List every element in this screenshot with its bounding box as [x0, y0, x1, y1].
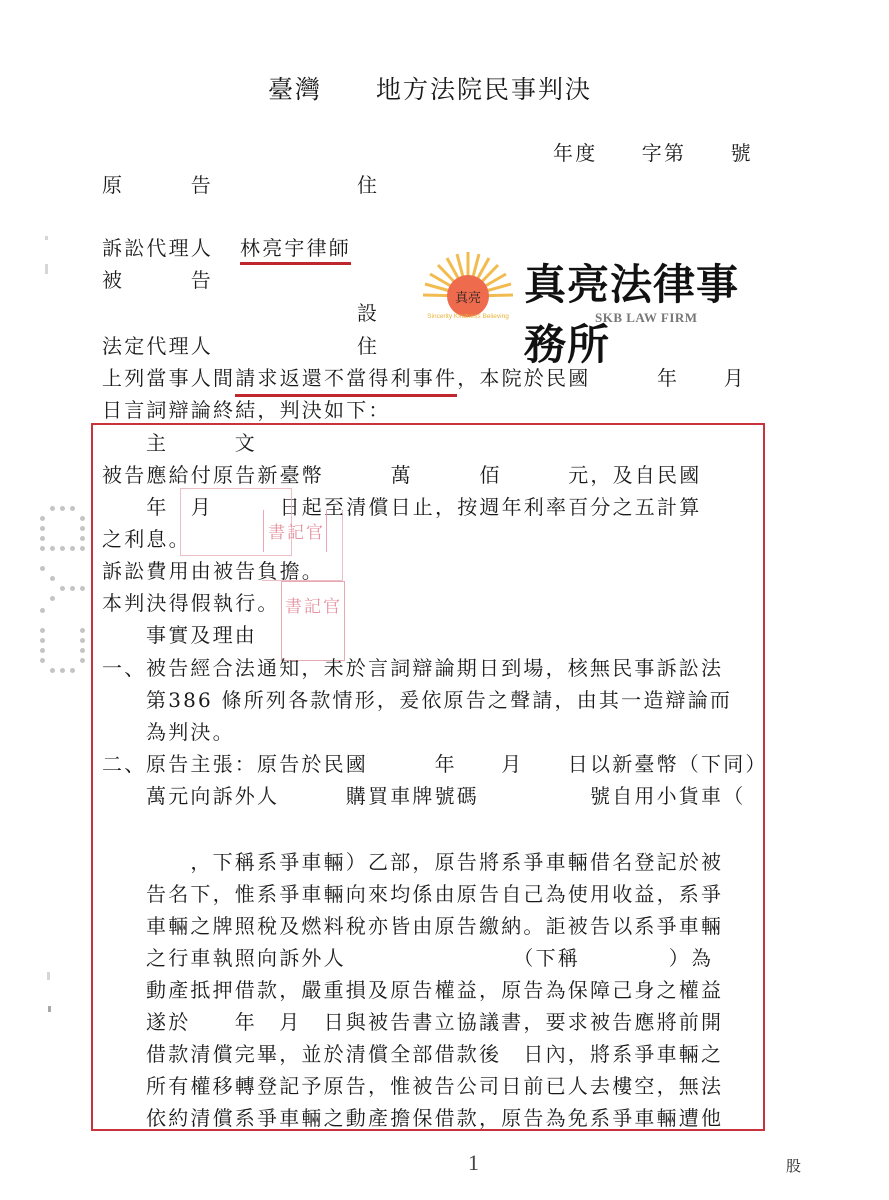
scan-mark [48, 1006, 51, 1012]
intro-suffix: ，本院於民國 年 月 [457, 366, 746, 390]
clerk-stamp: 書記官 [281, 581, 345, 661]
facts-line: 原告主張：原告於民國 年 月 日以新臺幣（下同） [146, 752, 768, 776]
scan-mark [47, 972, 50, 980]
facts-line: 告名下，惟系爭車輛向來均係由原告自己為使用收益，系爭 [146, 882, 724, 906]
facts-line: ，下稱系爭車輛）乙部，原告將系爭車輛借名登記於被 [146, 850, 724, 874]
facts-line: 萬元向訴外人 購買車牌號碼 號自用小貨車（ [146, 784, 746, 808]
legal-representative-address-label: 住 [357, 334, 380, 358]
facts-line: 所有權移轉登記予原告，惟被告公司日前已人去樓空，無法 [146, 1074, 724, 1098]
item-marker: 一、 [102, 656, 147, 680]
scan-mark [45, 264, 48, 274]
defendant-address-label: 設 [357, 301, 380, 325]
law-firm-logo [420, 250, 780, 369]
legal-representative-label: 法定代理人 [102, 334, 213, 358]
facts-heading: 事實及理由 [146, 623, 257, 647]
main-text-line: 之利息。 [102, 527, 191, 551]
svg-text:Sincerity Kindness Believing: Sincerity Kindness Believing [427, 313, 509, 320]
facts-line: 之行車執照向訴外人 （下稱 ）為 [146, 946, 714, 970]
intro-line-1 [102, 368, 746, 388]
page-number: 1 [468, 1150, 479, 1175]
svg-text:真亮: 真亮 [454, 291, 482, 306]
sun-seal-icon [420, 250, 516, 320]
law-firm-name-en: SKB LAW FIRM [595, 310, 698, 325]
margin-dot-marks [36, 500, 86, 680]
document-title: 臺灣 地方法院民事判決 [268, 75, 593, 104]
law-firm-name-cn: 真亮法律事務所 [524, 260, 740, 369]
plaintiff-label: 原 告 [102, 173, 213, 197]
defendant-label: 被 告 [102, 268, 213, 292]
facts-line: 第386 條所列各款情形，爰依原告之聲請，由其一造辯論而 [146, 688, 733, 712]
facts-line: 動產抵押借款，嚴重損及原告權益，原告為保障己身之權益 [146, 978, 724, 1002]
facts-line: 借款清償完畢，並於清償全部借款後 日內，將系爭車輛之 [146, 1042, 724, 1066]
attorney-label: 訴訟代理人 [102, 236, 213, 260]
intro-line-2: 日言詞辯論終結，判決如下： [102, 398, 391, 422]
intro-prefix: 上列當事人間 [102, 366, 236, 390]
main-text-heading: 主 文 [146, 431, 257, 455]
case-number-line: 年度 字第 號 [553, 141, 753, 165]
facts-line: 為判決。 [146, 720, 235, 744]
facts-line: 依約清償系爭車輛之動產擔保借款，原告為免系爭車輛遭他 [146, 1106, 724, 1130]
plaintiff-address-label: 住 [357, 173, 380, 197]
main-text-line: 本判決得假執行。 [102, 591, 280, 615]
scan-mark [45, 236, 48, 240]
main-text-line: 年 月 日起至清償日止，按週年利率百分之五計算 [102, 495, 702, 519]
attorney-name: 林亮宇律師 [240, 238, 351, 265]
clerk-stamp: 書記官 [263, 510, 327, 552]
main-text-line: 訴訟費用由被告負擔。 [102, 559, 324, 583]
facts-line: 被告經合法通知，未於言詞辯論期日到場，核無民事訴訟法 [146, 656, 724, 680]
main-text-line: 被告應給付原告新臺幣 萬 佰 元，及自民國 [102, 463, 702, 487]
item-marker: 二、 [102, 752, 147, 776]
case-type: 請求返還不當得利事件 [235, 366, 457, 397]
facts-line: 遂於 年 月 日與被告書立協議書，要求被告應將前開 [146, 1010, 724, 1034]
footer-mark: 股 [786, 1157, 802, 1175]
facts-line: 車輛之牌照稅及燃料稅亦皆由原告繳納。詎被告以系爭車輛 [146, 914, 724, 938]
